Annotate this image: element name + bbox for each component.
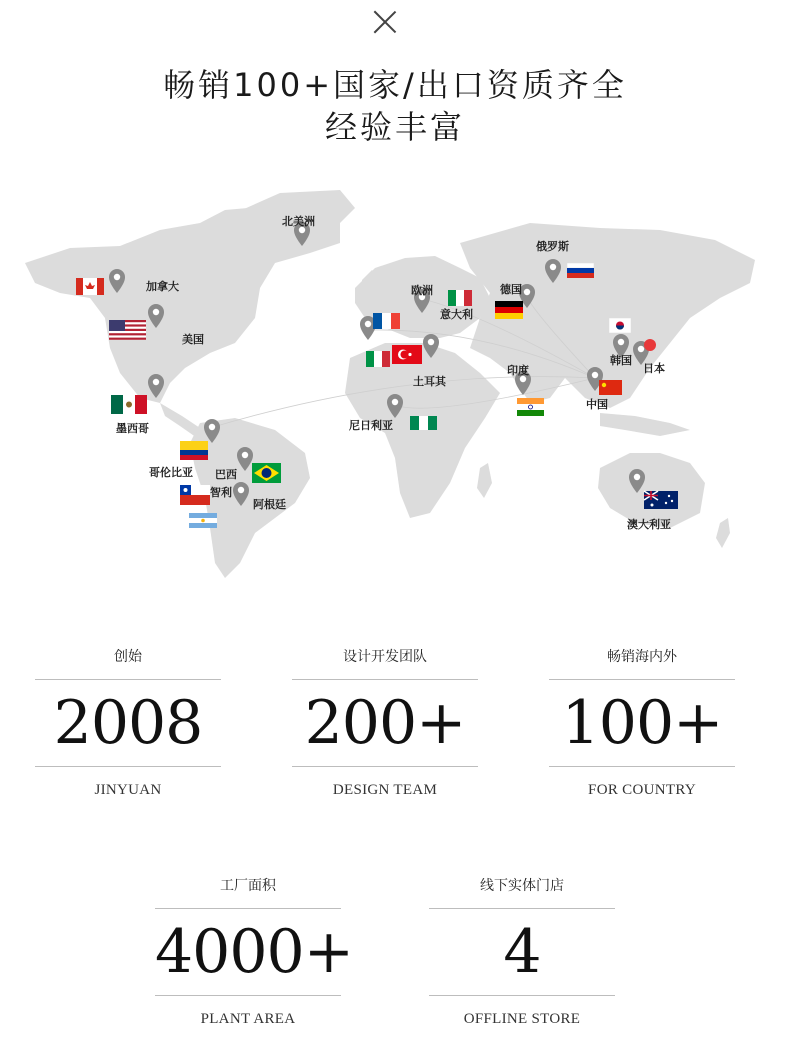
flag-turkey	[392, 345, 422, 364]
flag-korea	[609, 318, 631, 333]
divider	[35, 766, 221, 767]
flag-usa	[109, 320, 146, 340]
label-argentina: 阿根廷	[253, 498, 286, 511]
label-chile: 智利	[210, 486, 232, 499]
stat-plant-area-sub: PLANT AREA	[200, 1011, 296, 1027]
stat-founded-label: 创始	[114, 649, 142, 665]
label-nigeria: 尼日利亚	[349, 419, 393, 432]
flag-germany	[495, 301, 523, 319]
stat-founded-value: 2008	[53, 688, 203, 758]
continent-indonesia	[600, 413, 690, 436]
label-brazil: 巴西	[215, 468, 237, 481]
label-india: 印度	[507, 364, 529, 377]
stat-design-team-sub: DESIGN TEAM	[332, 782, 438, 798]
divider	[429, 995, 615, 996]
stat-offline-store-sub: OFFLINE STORE	[463, 1011, 581, 1027]
continent-australia	[598, 453, 705, 528]
stat-founded-sub: JINYUAN	[94, 782, 162, 798]
flag-italy	[448, 290, 472, 306]
stat-plant-area-value: 4000+	[155, 917, 353, 987]
flag-nigeria	[410, 416, 437, 430]
flag-brazil	[252, 463, 281, 483]
continent-new-zealand	[716, 518, 730, 548]
label-russia: 俄罗斯	[536, 240, 569, 253]
divider	[155, 995, 341, 996]
headline-line-2: 经验丰富	[324, 108, 465, 146]
close-icon[interactable]	[372, 9, 398, 35]
divider	[549, 766, 735, 767]
stat-offline-store-value: 4	[503, 917, 541, 987]
stat-design-team-label: 设计开发团队	[343, 649, 427, 665]
stat-design-team	[292, 646, 478, 799]
headline-line-1: 畅销100+国家/出口资质齐全	[163, 66, 627, 104]
label-germany: 德国	[500, 283, 522, 296]
label-mexico: 墨西哥	[116, 422, 149, 435]
flag-france	[373, 313, 400, 329]
flag-mexico	[111, 395, 147, 414]
label-australia: 澳大利亚	[627, 518, 671, 531]
flag-australia	[644, 491, 678, 509]
label-canada: 加拿大	[146, 280, 179, 293]
flag-italy-2	[366, 351, 390, 367]
flag-canada	[76, 278, 104, 295]
flag-chile	[180, 485, 210, 505]
label-usa: 美国	[182, 333, 204, 346]
stat-countries-label: 畅销海内外	[607, 649, 677, 665]
flag-china	[599, 380, 622, 395]
stat-countries-value: 100+	[561, 688, 723, 758]
continent-madagascar	[477, 463, 492, 498]
label-north-america: 北美洲	[282, 215, 315, 228]
japan-dot	[644, 339, 656, 351]
flag-russia	[567, 263, 594, 278]
stat-founded	[35, 646, 221, 799]
label-turkey: 土耳其	[413, 375, 446, 388]
label-japan: 日本	[643, 362, 665, 375]
stat-offline-store-label: 线下实体门店	[480, 878, 564, 894]
stat-plant-area	[155, 875, 353, 1028]
stat-countries	[549, 646, 735, 799]
stat-offline-store	[429, 875, 615, 1028]
world-map	[10, 168, 780, 598]
stat-design-team-value: 200+	[304, 688, 466, 758]
flag-argentina	[189, 513, 217, 528]
divider	[292, 766, 478, 767]
label-colombia: 哥伦比亚	[149, 466, 193, 479]
label-korea: 韩国	[610, 354, 632, 367]
label-china: 中国	[586, 398, 608, 411]
flag-india	[517, 398, 544, 416]
label-italy: 意大利	[440, 308, 473, 321]
stat-plant-area-label: 工厂面积	[220, 878, 276, 894]
label-europe: 欧洲	[411, 284, 433, 297]
flag-colombia	[180, 441, 208, 460]
stat-countries-sub: FOR COUNTRY	[588, 782, 696, 798]
